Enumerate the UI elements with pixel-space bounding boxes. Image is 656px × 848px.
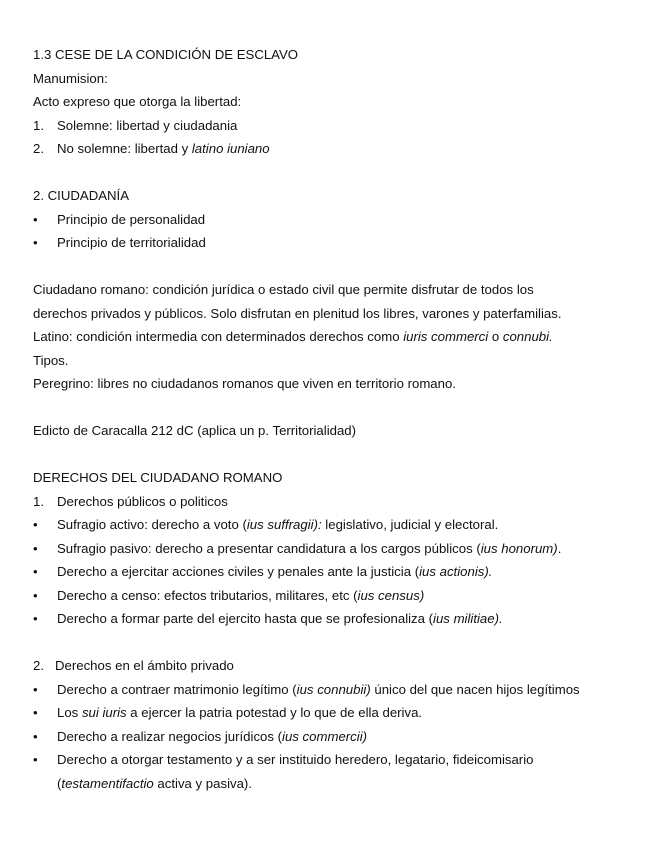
item-italic: ius actionis).	[419, 564, 493, 579]
document-page	[33, 43, 633, 795]
derechos-title: DERECHOS DEL CIUDADANO ROMANO	[33, 470, 283, 485]
item-text-post: legislativo, judicial y electoral.	[321, 517, 499, 532]
bullet: •	[33, 728, 38, 744]
latino-text-mid: o	[488, 329, 503, 344]
item-text-post: único del que nacen hijos legítimos	[370, 681, 580, 697]
item-text: Sufragio pasivo: derecho a presentar candidatura a los cargos públicos (	[57, 540, 481, 556]
list-number: 2.	[33, 141, 44, 156]
bullet: •	[33, 705, 38, 720]
item-text: Sufragio activo: derecho a voto (	[57, 517, 247, 532]
list-item	[33, 513, 633, 537]
tipos-label: Tipos.	[33, 352, 69, 368]
manumision-label: Manumision:	[33, 70, 108, 86]
list-item	[33, 725, 633, 749]
item-text: Derecho a realizar negocios jurídicos (	[57, 728, 283, 744]
list-item	[33, 137, 633, 161]
item-italic: ius commercii)	[282, 728, 368, 744]
latino-italic-1: iuris commerci	[403, 329, 489, 344]
list-item	[33, 490, 633, 514]
item-text: Derecho a censo: efectos tributarios, militares, etc (	[57, 587, 358, 603]
list-item-text: No solemne: libertad y	[57, 141, 192, 156]
list-number: 1.	[33, 493, 44, 509]
item-text-post: activa y pasiva).	[153, 775, 252, 791]
latino-italic-2: connubi.	[502, 329, 553, 344]
item-italic: ius census)	[357, 587, 425, 603]
item-italic: testamentifactio	[61, 775, 154, 791]
bullet: •	[33, 211, 38, 227]
list-item	[33, 537, 633, 561]
list-item	[33, 748, 633, 772]
list-item-text: Principio de personalidad	[57, 211, 206, 227]
spacer	[33, 631, 633, 655]
item-italic: sui iuris	[81, 705, 127, 720]
bullet: •	[33, 587, 38, 603]
latino-definition	[33, 325, 633, 349]
item-text: Derecho a contraer matrimonio legítimo (	[57, 681, 297, 697]
list-item	[33, 114, 633, 138]
privados-label: Derechos en el ámbito privado	[55, 658, 234, 673]
item-italic: ius militiae).	[433, 611, 503, 626]
list-item-continuation	[33, 772, 633, 796]
list-number: 1.	[33, 117, 44, 133]
item-text: Derecho a ejercitar acciones civiles y penales ante la justicia (	[57, 564, 420, 579]
bullet: •	[33, 611, 38, 626]
bullet: •	[33, 681, 38, 697]
bullet: •	[33, 517, 38, 532]
list-item	[33, 701, 633, 725]
list-item	[33, 208, 633, 232]
spacer	[33, 443, 633, 467]
peregrino-definition: Peregrino: libres no ciudadanos romanos que viven en territorio romano.	[33, 376, 456, 391]
item-text-post: .	[557, 540, 562, 556]
bullet: •	[33, 752, 38, 767]
list-item-text: Principio de territorialidad	[57, 235, 206, 250]
spacer	[33, 161, 633, 185]
spacer	[33, 255, 633, 279]
bullet: •	[33, 235, 38, 250]
spacer	[33, 396, 633, 420]
privados-heading	[33, 654, 633, 678]
item-text: Los	[57, 705, 82, 720]
item-italic: ius suffragii):	[246, 517, 322, 532]
list-item-italic: latino iuniano	[191, 141, 270, 156]
item-text: Derecho a formar parte del ejercito hasta que se profesionaliza (	[57, 611, 434, 626]
acto-definition: Acto expreso que otorga la libertad:	[33, 94, 242, 109]
list-item	[33, 607, 633, 631]
item-italic: ius connubii)	[296, 681, 371, 697]
ciudadano-definition-line2: derechos privados y públicos. Solo disfrutan en plenitud los libres, varones y paterfamilias.	[33, 305, 562, 321]
list-item	[33, 678, 633, 702]
list-item	[33, 584, 633, 608]
list-item-text: Solemne: libertad y ciudadania	[57, 117, 238, 133]
section-13-title: 1.3 CESE DE LA CONDICIÓN DE ESCLAVO	[33, 47, 299, 62]
list-item	[33, 560, 633, 584]
bullet: •	[33, 564, 38, 579]
ciudadano-definition-line1: Ciudadano romano: condición jurídica o estado civil que permite disfrutar de todos los	[33, 282, 534, 297]
section-2-title: 2. CIUDADANÍA	[33, 188, 129, 203]
latino-text: Latino: condición intermedia con determinados derechos como	[33, 329, 404, 344]
item-text: Derecho a otorgar testamento y a ser instituido heredero, legatario, fideicomisario	[57, 752, 534, 767]
item-text: (	[57, 775, 62, 791]
list-item-text: Derechos públicos o politicos	[57, 493, 228, 509]
list-number: 2.	[33, 658, 44, 673]
edicto-caracalla: Edicto de Caracalla 212 dC (aplica un p. Territorialidad)	[33, 423, 357, 438]
bullet: •	[33, 540, 38, 556]
list-item	[33, 231, 633, 255]
item-italic: ius honorum)	[480, 540, 558, 556]
item-text-post: a ejercer la patria potestad y lo que de ella deriva.	[126, 705, 423, 720]
